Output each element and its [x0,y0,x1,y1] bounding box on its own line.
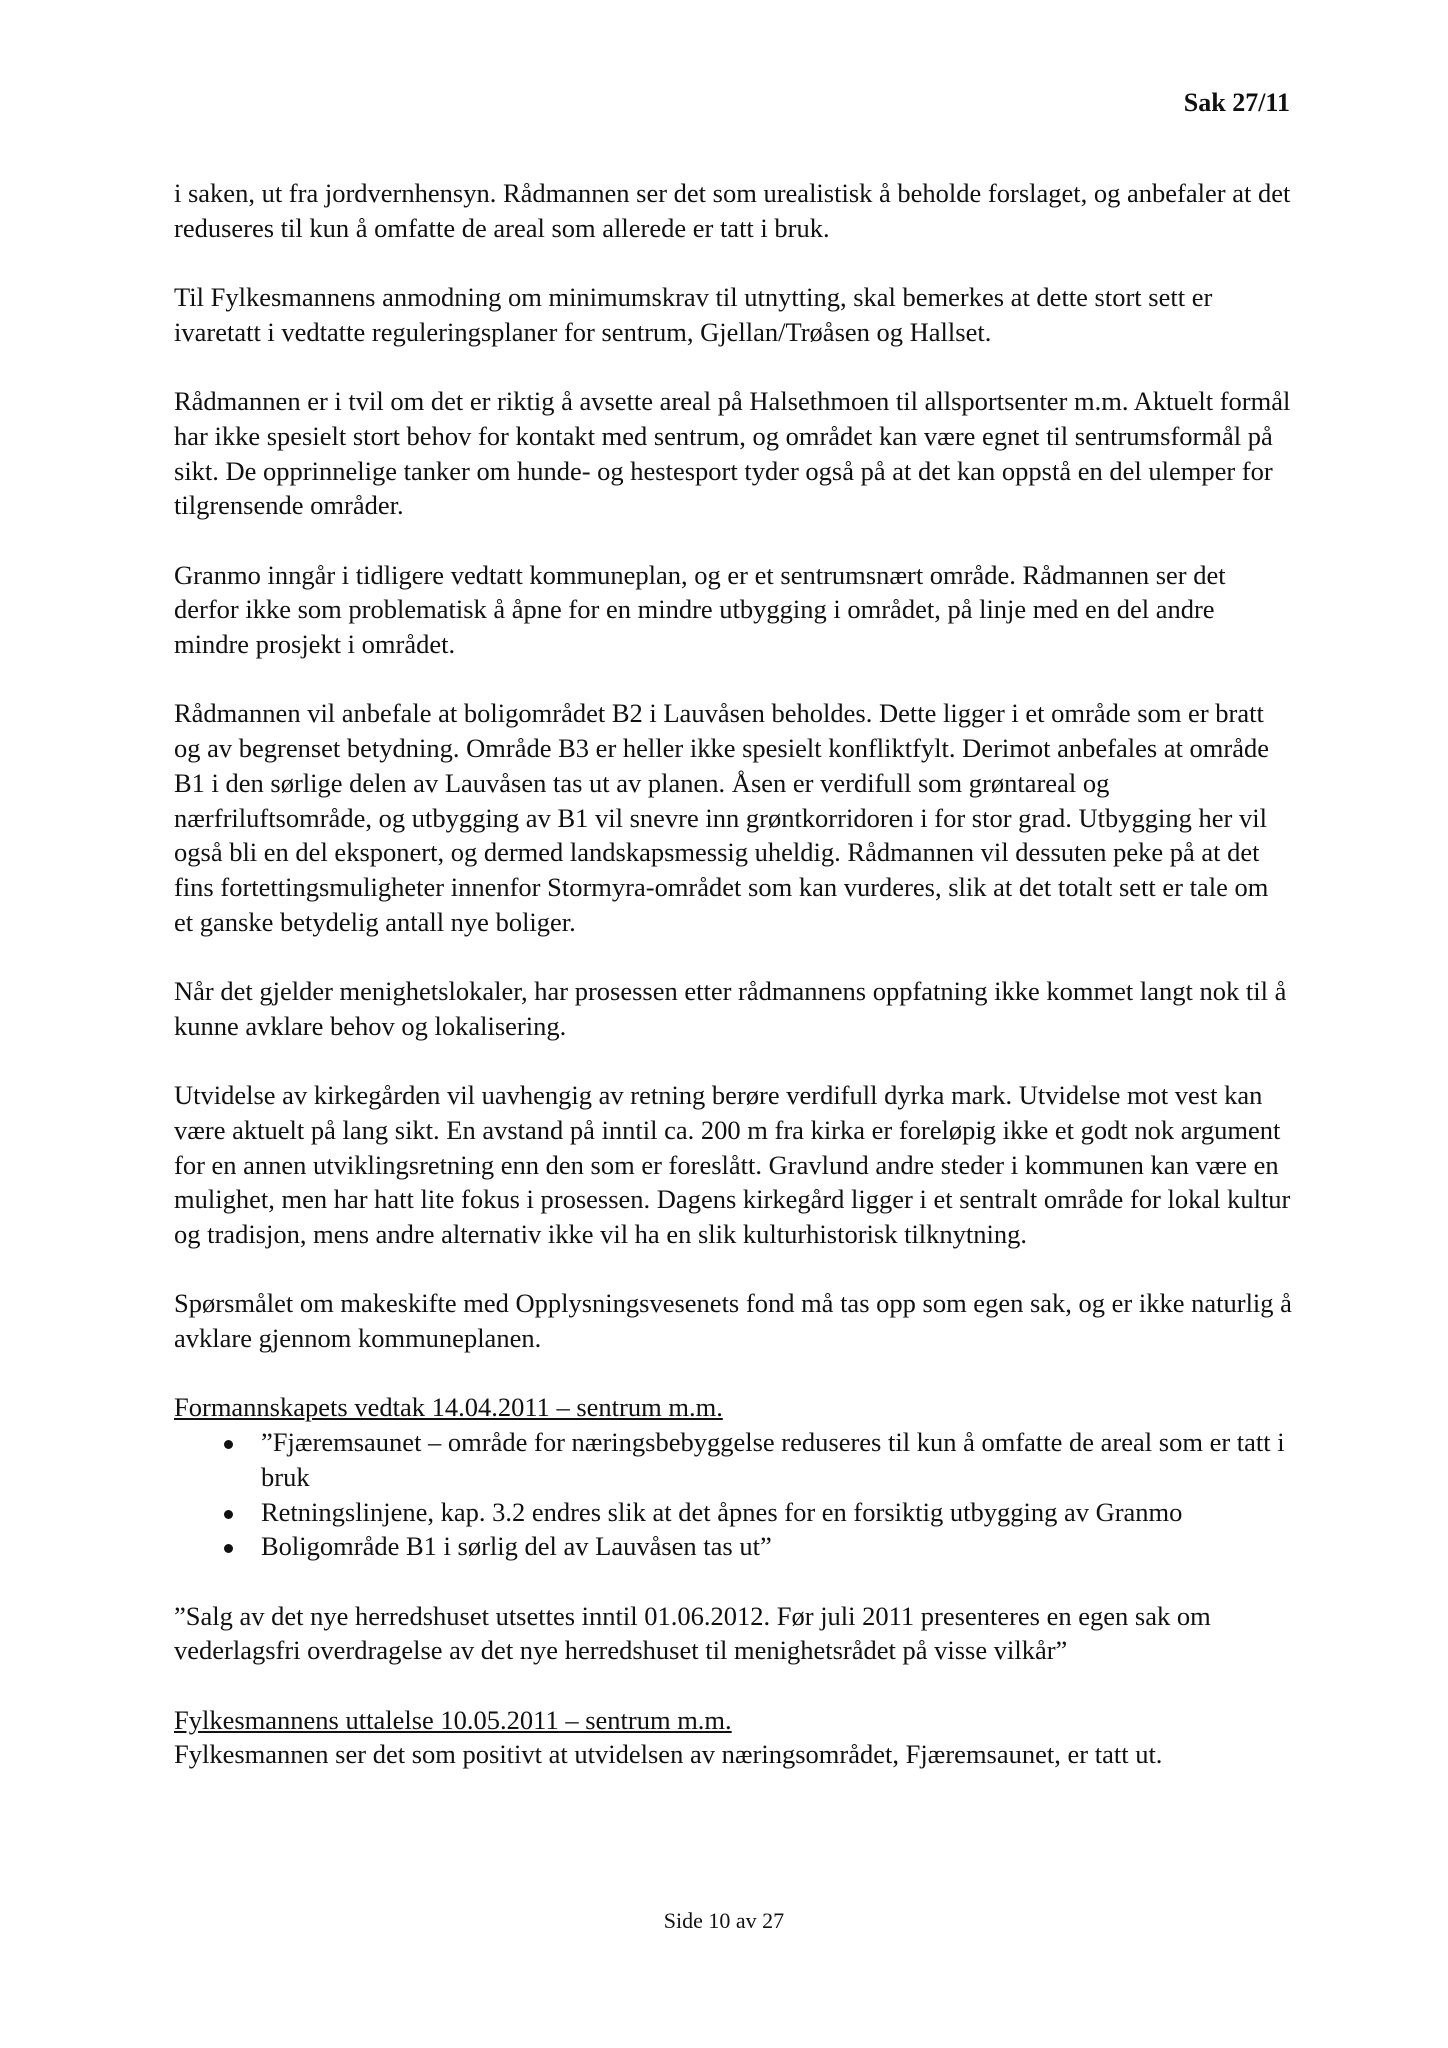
document-body [174,176,1294,1772]
paragraph-jordvern: i saken, ut fra jordvernhensyn. Rådmannen ser det som urealistisk å beholde forslaget, og anbefaler at det reduseres til kun å omfatte de areal som allerede er tatt i bruk. [174,178,1291,243]
paragraph-makeskifte: Spørsmålet om makeskifte med Opplysningsvesenets fond må tas opp som egen sak, og er ikke naturlig å avklare gjennom kommuneplanen. [174,1288,1292,1354]
paragraph-minimumskrav: Til Fylkesmannens anmodning om minimumskrav til utnytting, skal bemerkes at dette stort sett er ivaretatt i vedtatte reguleringsplaner for sentrum, Gjellan/Trøåsen og Hallset. [174,282,1213,347]
paragraph-halsethmoen: Rådmannen er i tvil om det er riktig å avsette areal på Halsethmoen til allsportsenter m.m. Aktuelt formål har ikke spesielt stort behov for kontakt med sentrum, og området kan være egnet til sentrumsformål på sikt. De opprinnelige tanker om hunde- og hestesport tyder også på at det kan oppstå en del ulemper for tilgrensende områder. [174,386,1291,521]
fylkesmann-text: Fylkesmannen ser det som positivt at utvidelsen av næringsområdet, Fjæremsaunet, er tatt ut. [174,1739,1163,1770]
bullet-text: ”Fjæremsaunet – område for næringsbebyggelse reduseres til kun å omfatte de areal som er tatt i bruk [261,1427,1285,1492]
paragraph-lauvasen: Rådmannen vil anbefale at boligområdet B2 i Lauvåsen beholdes. Dette ligger i et område som er bratt og av begrenset betydning. Område B3 er heller ikke spesielt konfliktfylt. Derimot anbefales at område B1 i den sørlige delen av Lauvåsen tas ut av planen. Åsen er verdifull som grøntareal og nærfriluftsområde, og utbygging av B1 vil snevre inn grøntkorridoren i for stor grad. Utbygging her vil også bli en del eksponert, og dermed landskapsmessig uheldig. Rådmannen vil dessuten peke på at det fins fortettingsmuligheter innenfor Stormyra-området som kan vurderes, slik at det totalt sett er tale om et ganske betydelig antall nye boliger. [174,698,1269,937]
paragraph-granmo: Granmo inngår i tidligere vedtatt kommuneplan, og er et sentrumsnært område. Rådmannen ser det derfor ikke som problematisk å åpne for en mindre utbygging i området, på linje med en del andre mindre prosjekt i området. [174,559,1226,660]
bullet-item [174,1425,1294,1494]
bullet-icon [224,1510,233,1519]
formannskap-bullet-list [174,1425,1294,1564]
paragraph-kirkegard: Utvidelse av kirkegården vil uavhengig av retning berøre verdifull dyrka mark. Utvidelse mot vest kan være aktuelt på lang sikt. En avstand på inntil ca. 200 m fra kirka er foreløpig ikke et godt nok argument for en annen utviklingsretning enn den som er foreslått. Gravlund andre steder i kommunen kan være en mulighet, men har hatt lite fokus i prosessen. Dagens kirkegård ligger i et sentralt område for lokal kultur og tradisjon, mens andre alternativ ikke vil ha en slik kulturhistorisk tilknytning. [174,1080,1291,1249]
formannskap-heading: Formannskapets vedtak 14.04.2011 – sentrum m.m. [174,1392,723,1423]
bullet-text: Retningslinjene, kap. 3.2 endres slik at det åpnes for en forsiktig utbygging av Granmo [261,1496,1183,1527]
fylkesmann-heading: Fylkesmannens uttalelse 10.05.2011 – sentrum m.m. [174,1704,732,1735]
bullet-icon [224,1544,233,1553]
page-number: Side 10 av 27 [663,1908,785,1933]
case-number: Sak 27/11 [1183,88,1290,117]
bullet-icon [224,1440,233,1449]
bullet-item [174,1495,1294,1530]
paragraph-menighetslokaler: Når det gjelder menighetslokaler, har prosessen etter rådmannens oppfatning ikke kommet langt nok til å kunne avklare behov og lokalisering. [174,976,1287,1041]
bullet-item [174,1529,1294,1564]
formannskap-quote: ”Salg av det nye herredshuset utsettes inntil 01.06.2012. Før juli 2011 presenteres en egen sak om vederlagsfri overdragelse av det nye herredshuset til menighetsrådet på visse vilkår” [174,1600,1211,1666]
bullet-text: Boligområde B1 i sørlig del av Lauvåsen tas ut” [261,1531,772,1562]
